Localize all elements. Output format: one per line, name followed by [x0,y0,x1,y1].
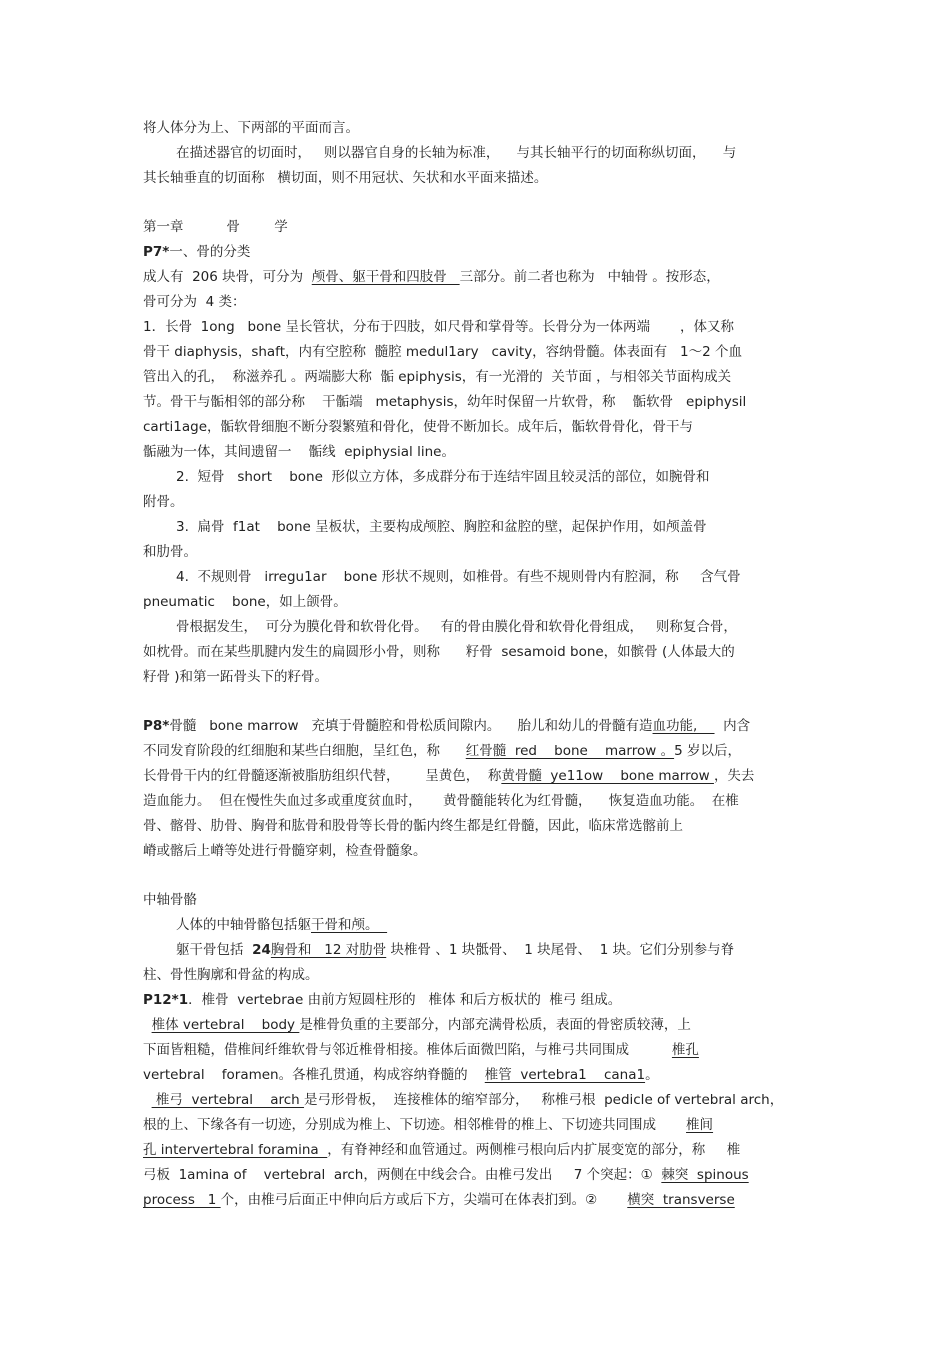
text-line [143,415,808,440]
text-run: 骨干 diaphysis，shaft，内有空腔称 髓腔 medul1ary cavity，容纳骨髓。体表面有 1～2 个血 [143,344,743,360]
text-line [143,490,808,515]
text-line [143,714,808,739]
text-line [143,938,808,963]
text-line [143,1163,808,1188]
text-run: 三部分。前二者也称为 中轴骨 。按形态， [459,269,720,285]
bold-label: P8* [143,718,170,734]
text-run: 人体的中轴骨骼包括躯 [176,917,311,933]
text-run: 第一章 骨 学 [143,219,288,235]
underlined-term: 椎体 vertebral body [151,1017,300,1033]
text-run: 躯干骨包括 [176,942,253,958]
text-run: ，有脊神经和血管通过。两侧椎弓根向后内扩展变宽的部分，称 椎 [327,1142,741,1158]
text-run: 如枕骨。而在某些肌腱内发生的扁圆形小骨，则称 籽骨 sesamoid bone，如髌骨 (人体最大的 [143,644,735,660]
text-line [143,888,808,913]
underlined-term: 棘突 spinous [661,1167,749,1183]
paragraph-gap [143,690,808,714]
text-line [143,215,808,240]
text-run: 和肋骨。 [143,544,197,560]
text-run: 骨可分为 4 类： [143,294,246,310]
text-run: 节。骨干与骺相邻的部分称 干骺端 metaphysis，幼年时保留一片软骨，称 骺软骨 epiphysil [143,394,747,410]
text-run: 内含 [714,718,751,734]
text-line [143,913,808,938]
text-run: 个，由椎弓后面正中伸向后方或后下方，尖端可在体表扪到。② [220,1192,628,1208]
text-line [143,515,808,540]
text-run: 3. 扁骨 f1at bone 呈板状，主要构成颅腔、胸腔和盆腔的壁，起保护作用，如颅盖骨 [176,519,707,535]
text-run: 根的上、下缘各有一切迹，分别成为椎上、下切迹。相邻椎骨的椎上、下切迹共同围成 [143,1117,687,1133]
text-line [143,1138,808,1163]
underlined-term: process 1 [143,1192,221,1208]
text-line [143,565,808,590]
underlined-term: 黄骨髓 ye11ow bone marrow [501,768,714,784]
text-line [143,1013,808,1038]
text-run: 成人有 206 块骨，可分为 [143,269,312,285]
text-line [143,1113,808,1138]
text-line [143,814,808,839]
underlined-term: 椎弓 vertebral arch [151,1092,305,1108]
text-run: 4. 不规则骨 irregu1ar bone 形状不规则，如椎骨。有些不规则骨内有腔洞，称 含气骨 [176,569,741,585]
text-run: 骨髓 bone marrow 充填于骨髓腔和骨松质间隙内。 胎儿和幼儿的骨髓有造 [169,718,653,734]
underlined-term: 椎间 [686,1117,714,1133]
text-run: 籽骨 )和第一跖骨头下的籽骨。 [143,669,329,685]
text-run: ，失去 [713,768,755,784]
text-run: pneumatic bone，如上颌骨。 [143,594,347,610]
text-run: 1．长骨 1ong bone 呈长管状，分布于四肢，如尺骨和掌骨等。长骨分为一体两端 ，体又称 [143,319,735,335]
text-run: 骨根据发生， 可分为膜化骨和软骨化骨。 有的骨由膜化骨和软骨化骨组成， 则称复合骨， [176,619,737,635]
text-run: 是弓形骨板， 连接椎体的缩窄部分， 称椎弓根 pedicle of vertebral arch， [304,1092,784,1108]
underlined-term: 红骨髓 red bone marrow 。 [465,743,675,759]
text-run: 骺融为一体，其间遗留一 骺线 epiphysial line。 [143,444,455,460]
text-line [143,590,808,615]
text-line [143,789,808,814]
underlined-term: 干骨和颅。 [311,917,388,933]
text-run: 不同发育阶段的红细胞和某些白细胞，呈红色，称 [143,743,466,759]
text-run: 一、骨的分类 [169,244,251,260]
text-run: 骨、髂骨、肋骨、胸骨和肱骨和股骨等长骨的骺内终生都是红骨髓，因此，临床常选髂前上 [143,818,683,834]
underlined-term: 孔 intervertebral foramina [143,1142,328,1158]
underlined-term: 胸骨和 12 对肋骨 [270,942,387,958]
text-run: 造血能力。 但在慢性失血过多或重度贫血时， 黄骨髓能转化为红骨髓， 恢复造血功能。 在椎 [143,793,739,809]
text-run: 5 岁以后， [674,743,741,759]
text-line [143,1088,808,1113]
text-line [143,665,808,690]
text-line [143,615,808,640]
text-run: 下面皆粗糙，借椎间纤维软骨与邻近椎骨相接。椎体后面微凹陷，与椎弓共同围成 [143,1042,672,1058]
text-run: 。它们分别参与脊 [626,942,735,958]
text-line [143,390,808,415]
underlined-term: 椎管 vertebra1 cana1 [484,1067,646,1083]
text-run: 块椎骨 、1 块骶骨、 1 块尾骨、 1 块 [386,942,627,958]
bold-label: 24 [252,942,271,958]
text-line [143,166,808,191]
text-line [143,340,808,365]
bold-label: P7* [143,244,170,260]
text-run: ．椎骨 vertebrae 由前方短圆柱形的 椎体 和后方板状的 椎弓 组成。 [188,992,622,1008]
text-run: 柱、骨性胸廓和骨盆的构成。 [143,967,319,983]
text-line [143,1188,808,1213]
text-line [143,315,808,340]
text-line [143,963,808,988]
text-run: 嵴或髂后上嵴等处进行骨髓穿刺，检查骨髓象。 [143,843,427,859]
document-page [143,116,808,1213]
text-line [143,440,808,465]
text-run: 其长轴垂直的切面称 横切面，则不用冠状、矢状和水平面来描述。 [143,170,548,186]
bold-label: P12*1 [143,992,189,1008]
text-line [143,739,808,764]
paragraph-gap [143,864,808,888]
text-line [143,265,808,290]
text-line [143,839,808,864]
text-line [143,640,808,665]
text-run [143,1092,152,1108]
text-line [143,764,808,789]
underlined-term: 血功能, [652,718,715,734]
text-run: 将人体分为上、下两部的平面而言。 [143,120,359,136]
text-line [143,290,808,315]
text-line [143,540,808,565]
underlined-term: 颅骨、躯干骨和四肢骨 [311,269,460,285]
text-line [143,465,808,490]
text-run: 附骨。 [143,494,184,510]
text-line [143,988,808,1013]
text-run: 长骨骨干内的红骨髓逐渐被脂肪组织代替， 呈黄色， 称 [143,768,502,784]
text-run: carti1age，骺软骨细胞不断分裂繁殖和骨化，使骨不断加长。成年后，骺软骨骨化，骨干与 [143,419,694,435]
text-run: 中轴骨骼 [143,892,197,908]
paragraph-gap [143,191,808,215]
text-line [143,240,808,265]
text-line [143,365,808,390]
text-run: 是椎骨负重的主要部分，内部充满骨松质，表面的骨密质较薄，上 [299,1017,691,1033]
text-run: vertebral foramen。各椎孔贯通，构成容纳脊髓的 [143,1067,485,1083]
underlined-term: 横突 transverse [627,1192,735,1208]
text-line [143,116,808,141]
text-run: 弓板 1amina of vertebral arch，两侧在中线会合。由椎弓发出 7 个突起：① [143,1167,662,1183]
text-line [143,141,808,166]
text-run: 在描述器官的切面时， 则以器官自身的长轴为标准， 与其长轴平行的切面称纵切面， 与 [176,145,737,161]
underlined-term: 椎孔 [671,1042,699,1058]
text-line [143,1038,808,1063]
text-line [143,1063,808,1088]
text-run [143,1017,152,1033]
text-run: 2. 短骨 short bone 形似立方体，多成群分布于连结牢固且较灵活的部位，如腕骨和 [176,469,710,485]
text-run: 管出入的孔， 称滋养孔 。两端膨大称 骺 epiphysis，有一光滑的 关节面 ，与相邻关节面构成关 [143,369,732,385]
text-run: 。 [645,1067,659,1083]
